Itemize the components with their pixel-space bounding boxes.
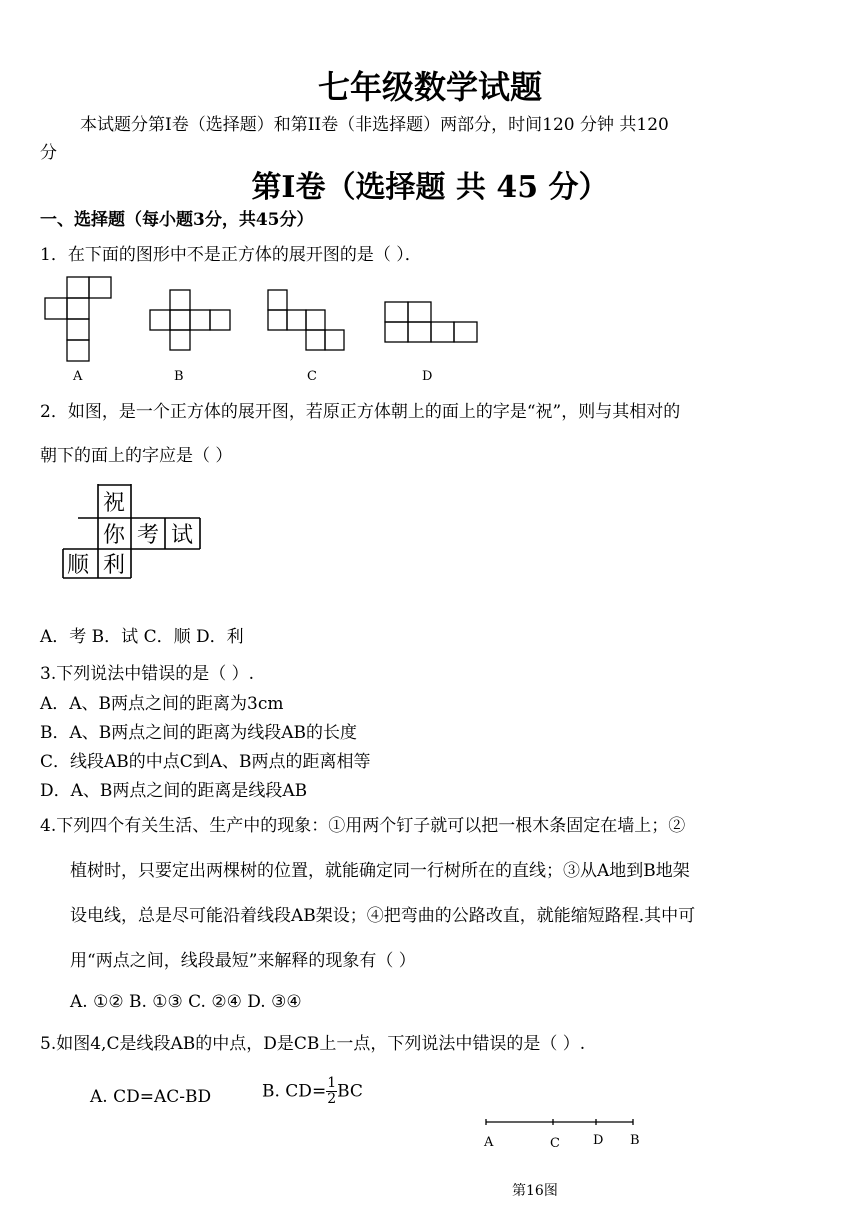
net-cell-kao: 考 [137,523,160,548]
q1-cube-nets-figure [40,272,490,387]
q3-option-c: C．线段AB的中点C到A、B两点的距离相等 [40,752,371,772]
net-label-a: A [73,369,83,384]
net-cell-shun: 顺 [67,553,90,578]
net-cell-shi: 试 [171,523,194,548]
q3-option-d: D．A、B两点之间的距离是线段AB [40,781,308,801]
q5-option-b-suffix: BC [337,1081,363,1102]
q4-stem-line-3: 设电线，总是尽可能沿着线段AB架设；④把弯曲的公路改直，就能缩短路程.其中可 [70,906,696,926]
figure-caption: 第16图 [512,1183,558,1199]
q2-stem-line-2: 朝下的面上的字应是（ ） [40,446,233,466]
q1-stem: 1．在下面的图形中不是正方体的展开图的是（ ）． [40,245,422,265]
point-d-label: D [593,1133,604,1148]
part-header: 一、选择题（每小题3分，共45分） [40,210,314,230]
net-cell-ni: 你 [103,523,126,548]
net-label-d: D [422,369,433,384]
net-label-c: C [307,369,317,384]
point-b-label: B [630,1133,640,1148]
fraction-one-half [326,1076,337,1107]
net-label-b: B [174,369,184,384]
fraction-denominator: 2 [327,1091,337,1107]
q5-option-a: A. CD=AC-BD [90,1087,212,1107]
section-title: 第Ⅰ卷（选择题 共 45 分） [251,170,609,205]
q5-stem: 5.如图4,C是线段AB的中点，D是CB上一点，下列说法中错误的是（ ）. [40,1034,586,1054]
q2-net-figure [58,482,208,584]
q4-stem-line-4: 用“两点之间，线段最短”来解释的现象有（ ） [70,951,416,971]
segment-ab-figure [478,1110,648,1155]
q2-stem-line-1: 2．如图，是一个正方体的展开图，若原正方体朝上的面上的字是“祝”，则与其相对的 [40,402,681,422]
intro-line-1: 本试题分第Ⅰ卷（选择题）和第II卷（非选择题）两部分，时间120 分钟 共120 [80,115,669,135]
intro-line-2: 分 [40,143,57,163]
net-c [268,290,344,350]
point-a-label: A [484,1135,494,1150]
q3-stem: 3.下列说法中错误的是（ ）. [40,664,255,684]
q4-options: A. ①② B. ①③ C. ②④ D. ③④ [70,992,302,1012]
q2-options: A．考 B．试 C．顺 D．利 [40,627,244,647]
q3-option-b: B．A、B两点之间的距离为线段AB的长度 [40,723,358,743]
net-cell-zhu: 祝 [103,491,126,516]
point-c-label: C [550,1136,560,1151]
q4-stem-line-2: 植树时，只要定出两棵树的位置，就能确定同一行树所在的直线；③从A地到B地架 [70,861,690,881]
page-title: 七年级数学试题 [317,68,542,106]
net-b [150,290,230,350]
net-cell-li: 利 [103,553,126,578]
q5-option-b-prefix: B. CD= [262,1081,327,1102]
fraction-numerator: 1 [327,1075,337,1091]
net-d [385,302,477,342]
net-a [45,277,111,361]
q4-stem-line-1: 4.下列四个有关生活、生产中的现象：①用两个钉子就可以把一根木条固定在墙上；② [40,816,686,836]
q3-option-a: A．A、B两点之间的距离为3cm [40,694,284,714]
q5-option-b [262,1076,363,1107]
